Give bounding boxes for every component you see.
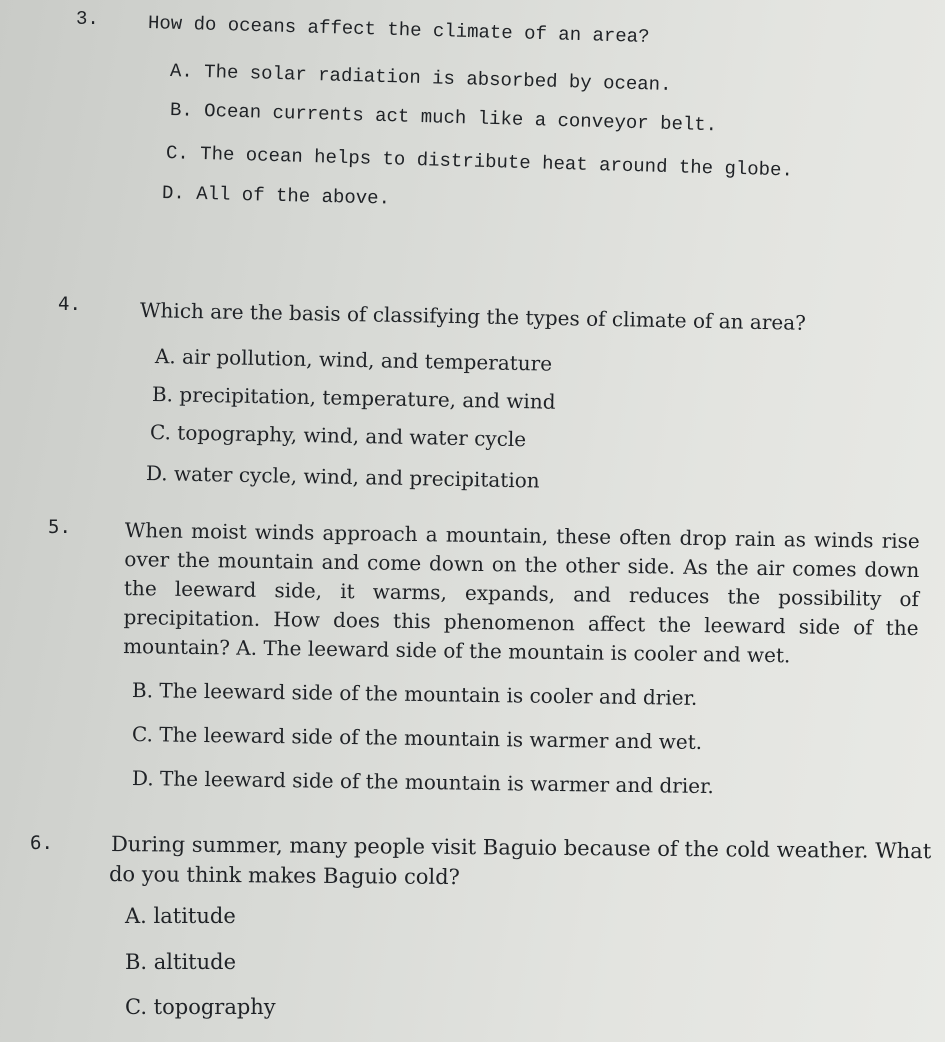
question-number: 6. [30, 832, 53, 854]
question-number: 3. [76, 8, 99, 30]
option-b: B. precipitation, temperature, and wind [151, 382, 556, 414]
option-d: D. The leeward side of the mountain is warmer and drier. [131, 766, 714, 799]
option-b: B. The leeward side of the mountain is cooler and drier. [131, 678, 698, 710]
question-text-line-2: do you think makes Baguio cold? [108, 862, 460, 890]
question-number: 4. [58, 293, 81, 315]
question-text-line-1: During summer, many people visit Baguio because of the cold weather. What [110, 832, 932, 864]
option-c: C. topography, wind, and water cycle [149, 420, 527, 452]
option-c: C. The ocean helps to distribute heat around the globe. [165, 142, 794, 182]
option-c: C. topography [125, 995, 276, 1019]
option-c: C. The leeward side of the mountain is warmer and wet. [131, 722, 703, 754]
question-text: When moist winds approach a mountain, these often drop rain as winds rise over the mountain and come down on the other side. As the air comes down the leeward side, it warms, expands, and reduces the possibility of precipitation. How does this phenomenon affect the leeward side of the mountain? A. The leeward side of the mountain is cooler and wet. [123, 517, 920, 668]
option-d: D. water cycle, wind, and precipitation [145, 461, 540, 493]
option-a: A. latitude [125, 904, 236, 928]
question-number: 5. [48, 516, 71, 538]
option-a: A. air pollution, wind, and temperature [154, 344, 553, 376]
question-text: Which are the basis of classifying the types of climate of an area? [139, 298, 807, 335]
option-d: D. All of the above. [161, 182, 391, 210]
option-b: B. altitude [125, 950, 237, 974]
option-b: B. Ocean currents act much like a conveyor belt. [169, 99, 718, 137]
option-a: A. The solar radiation is absorbed by ocean. [169, 60, 672, 97]
question-text: How do oceans affect the climate of an area? [147, 12, 650, 49]
